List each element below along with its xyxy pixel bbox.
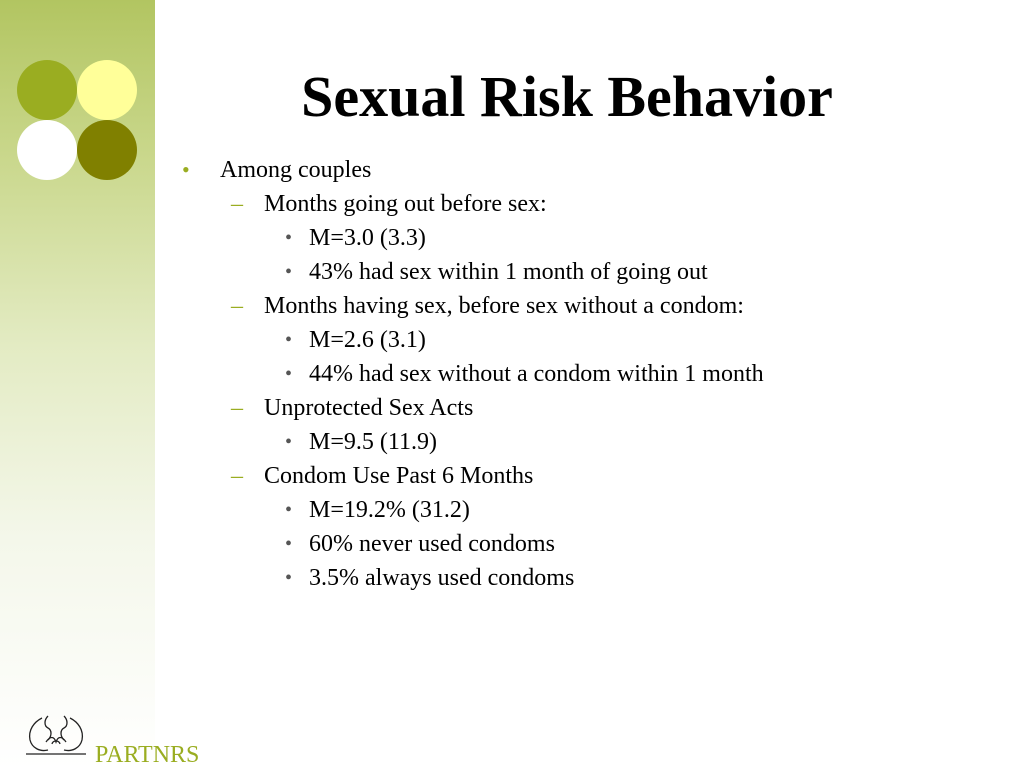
list-item	[0, 459, 1024, 493]
list-item-text: Among couples	[220, 157, 372, 183]
bullet-marker: •	[285, 329, 293, 351]
list-item-text: 43% had sex within 1 month of going out	[309, 259, 708, 285]
list-item	[0, 289, 1024, 323]
list-item	[0, 561, 1024, 595]
bullet-marker: •	[285, 363, 293, 385]
bullet-marker: •	[182, 157, 190, 182]
bullet-list	[0, 153, 1024, 595]
list-item-text: Condom Use Past 6 Months	[264, 463, 534, 489]
list-item-text: M=9.5 (11.9)	[309, 429, 437, 455]
list-item	[0, 187, 1024, 221]
list-item	[0, 493, 1024, 527]
bullet-marker: •	[285, 533, 293, 555]
list-item-text: 3.5% always used condoms	[309, 565, 575, 591]
list-item-text: Months going out before sex:	[264, 191, 547, 217]
bullet-marker: •	[285, 499, 293, 521]
list-item	[0, 255, 1024, 289]
list-item-text: 44% had sex without a condom within 1 month	[309, 361, 764, 387]
decorative-circle-olive-light	[17, 60, 77, 120]
slide-title: Sexual Risk Behavior	[301, 64, 833, 129]
bullet-marker: •	[285, 261, 293, 283]
list-item	[0, 323, 1024, 357]
list-item-text: M=3.0 (3.3)	[309, 225, 426, 251]
list-item	[0, 221, 1024, 255]
list-item-text: M=2.6 (3.1)	[309, 327, 426, 353]
dash-marker: –	[231, 395, 243, 421]
bullet-marker: •	[285, 567, 293, 589]
list-item-text: 60% never used condoms	[309, 531, 555, 557]
partners-logo-text: PARTNRS	[95, 742, 200, 768]
list-item	[0, 425, 1024, 459]
list-item-text: Months having sex, before sex without a condom:	[264, 293, 744, 319]
bullet-marker: •	[285, 431, 293, 453]
list-item-text: M=19.2% (31.2)	[309, 497, 470, 523]
bullet-marker: •	[285, 227, 293, 249]
partners-logo-icon	[22, 712, 90, 760]
dash-marker: –	[231, 191, 243, 217]
dash-marker: –	[231, 463, 243, 489]
list-item	[0, 527, 1024, 561]
list-item	[0, 153, 1024, 187]
list-item	[0, 357, 1024, 391]
list-item	[0, 391, 1024, 425]
decorative-circle-pale-yellow	[77, 60, 137, 120]
dash-marker: –	[231, 293, 243, 319]
list-item-text: Unprotected Sex Acts	[264, 395, 474, 421]
